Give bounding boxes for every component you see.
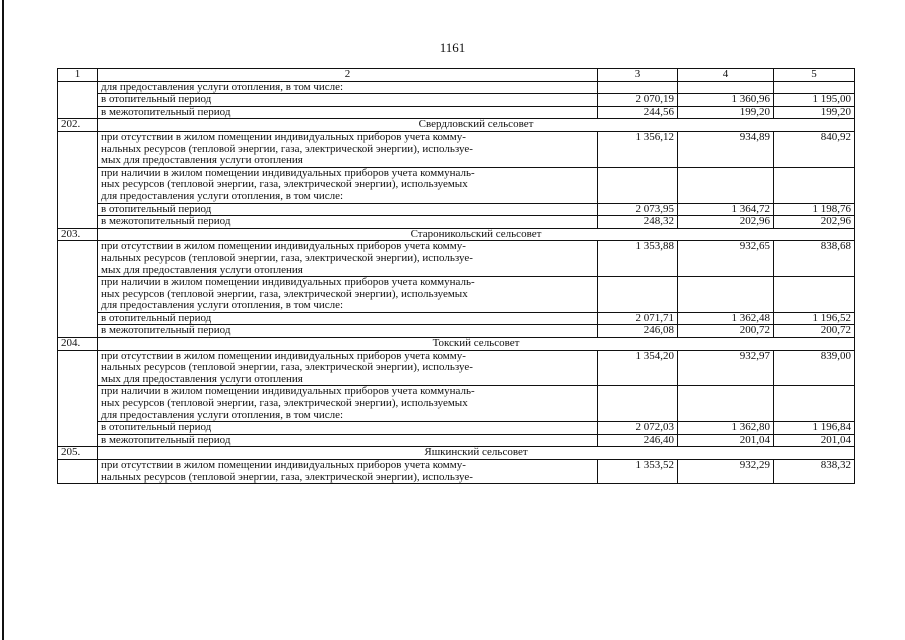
row-number: 204. [58,338,98,351]
row-description: в отопительный период [98,312,598,325]
value-v3: 2 070,19 [598,94,678,107]
table-row [58,386,855,422]
municipality-row [58,228,855,241]
value-v4: 202,96 [678,216,774,229]
row-description [98,460,598,484]
row-description: в отопительный период [98,422,598,435]
description-line: при наличии в жилом помещении индивидуальных приборов учета коммуналь- [101,167,475,179]
table-row [58,312,855,325]
value-v4 [678,277,774,313]
value-v5 [774,167,855,203]
value-v4: 200,72 [678,325,774,338]
value-v4: 934,89 [678,131,774,167]
table-row [58,460,855,484]
empty-number-cell [58,241,98,338]
description-line: при отсутствии в жилом помещении индивидуальных приборов учета комму- [101,131,466,143]
table-row [58,94,855,107]
description-line: при наличии в жилом помещении индивидуальных приборов учета коммуналь- [101,385,475,398]
value-v3: 2 071,71 [598,312,678,325]
table-row [58,203,855,216]
value-v4: 932,65 [678,241,774,277]
header-col-5: 5 [774,69,855,82]
table-row [58,81,855,94]
value-v5 [774,277,855,313]
value-v5: 201,04 [774,434,855,447]
page-margin-rule [2,0,4,640]
description-line: нальных ресурсов (тепловой энергии, газа, электрической энергии), используе- [101,251,473,264]
description-line: нальных ресурсов (тепловой энергии, газа, электрической энергии), используе- [101,142,473,155]
description-line: ных ресурсов (тепловой энергии, газа, электрической энергии), используемых [101,287,468,300]
value-v5: 1 196,84 [774,422,855,435]
table-row [58,241,855,277]
description-line: нальных ресурсов (тепловой энергии, газа, электрической энергии), используе- [101,470,473,483]
row-description: в межотопительный период [98,434,598,447]
value-v3: 244,56 [598,106,678,119]
value-v5: 200,72 [774,325,855,338]
value-v3 [598,167,678,203]
value-v4 [678,167,774,203]
description-line: мых для предоставления услуги отопления [101,372,303,385]
table-row [58,106,855,119]
value-v3: 2 073,95 [598,203,678,216]
value-v3: 248,32 [598,216,678,229]
table-row [58,167,855,203]
value-v4: 1 364,72 [678,203,774,216]
value-v5 [774,81,855,94]
description-line: для предоставления услуги отопления, в том числе: [101,299,344,312]
value-v4: 932,97 [678,350,774,386]
description-line: для предоставления услуги отопления, в том числе: [101,408,344,421]
page-number: 1161 [439,40,466,55]
value-v5: 1 195,00 [774,94,855,107]
table-body [58,81,855,484]
row-description [98,277,598,313]
value-v5: 202,96 [774,216,855,229]
table-header-row [58,69,855,82]
value-v5: 1 196,52 [774,312,855,325]
value-v4: 932,29 [678,460,774,484]
value-v3: 1 354,20 [598,350,678,386]
description-line: нальных ресурсов (тепловой энергии, газа, электрической энергии), используе- [101,361,473,374]
municipality-row [58,447,855,460]
header-col-4: 4 [678,69,774,82]
empty-number-cell [58,81,98,119]
description-line: ных ресурсов (тепловой энергии, газа, электрической энергии), используемых [101,397,468,410]
row-description [98,350,598,386]
municipality-name: Староникольский сельсовет [98,228,855,241]
row-description: в межотопительный период [98,216,598,229]
table-row [58,131,855,167]
header-col-2: 2 [98,69,598,82]
value-v5 [774,386,855,422]
tariff-table [57,68,855,484]
row-description: в межотопительный период [98,106,598,119]
row-number: 202. [58,119,98,132]
empty-number-cell [58,460,98,484]
description-line: при отсутствии в жилом помещении индивидуальных приборов учета комму- [101,350,466,362]
value-v3: 2 072,03 [598,422,678,435]
value-v3 [598,277,678,313]
row-description: в отопительный период [98,94,598,107]
value-v4: 1 362,80 [678,422,774,435]
empty-number-cell [58,131,98,228]
description-line: мых для предоставления услуги отопления [101,154,303,167]
description-line: для предоставления услуги отопления, в том числе: [101,189,344,202]
municipality-name: Токский сельсовет [98,338,855,351]
row-description [98,131,598,167]
empty-number-cell [58,350,98,447]
value-v5: 840,92 [774,131,855,167]
value-v3: 246,40 [598,434,678,447]
value-v5: 838,32 [774,460,855,484]
value-v4: 1 360,96 [678,94,774,107]
table-row [58,277,855,313]
value-v5: 839,00 [774,350,855,386]
row-description: для предоставления услуги отопления, в том числе: [98,81,598,94]
municipality-row [58,338,855,351]
value-v4: 1 362,48 [678,312,774,325]
table-row [58,434,855,447]
value-v3: 1 353,88 [598,241,678,277]
value-v4 [678,386,774,422]
value-v4: 199,20 [678,106,774,119]
table-row [58,350,855,386]
row-description [98,241,598,277]
municipality-name: Яшкинский сельсовет [98,447,855,460]
row-description [98,386,598,422]
value-v5: 199,20 [774,106,855,119]
value-v3: 1 353,52 [598,460,678,484]
table-row [58,325,855,338]
value-v3: 246,08 [598,325,678,338]
row-number: 203. [58,228,98,241]
table-row [58,422,855,435]
value-v5: 838,68 [774,241,855,277]
value-v5: 1 198,76 [774,203,855,216]
row-description [98,167,598,203]
table-row [58,216,855,229]
header-col-3: 3 [598,69,678,82]
municipality-name: Свердловский сельсовет [98,119,855,132]
value-v3 [598,81,678,94]
value-v3: 1 356,12 [598,131,678,167]
header-col-1: 1 [58,69,98,82]
value-v4 [678,81,774,94]
row-description: в межотопительный период [98,325,598,338]
description-line: ных ресурсов (тепловой энергии, газа, электрической энергии), используемых [101,178,468,191]
description-line: при отсутствии в жилом помещении индивидуальных приборов учета комму- [101,459,466,471]
municipality-row [58,119,855,132]
value-v3 [598,386,678,422]
description-line: при отсутствии в жилом помещении индивидуальных приборов учета комму- [101,240,466,253]
description-line: мых для предоставления услуги отопления [101,263,303,276]
value-v4: 201,04 [678,434,774,447]
row-number: 205. [58,447,98,460]
row-description: в отопительный период [98,203,598,216]
description-line: при наличии в жилом помещении индивидуальных приборов учета коммуналь- [101,276,475,289]
